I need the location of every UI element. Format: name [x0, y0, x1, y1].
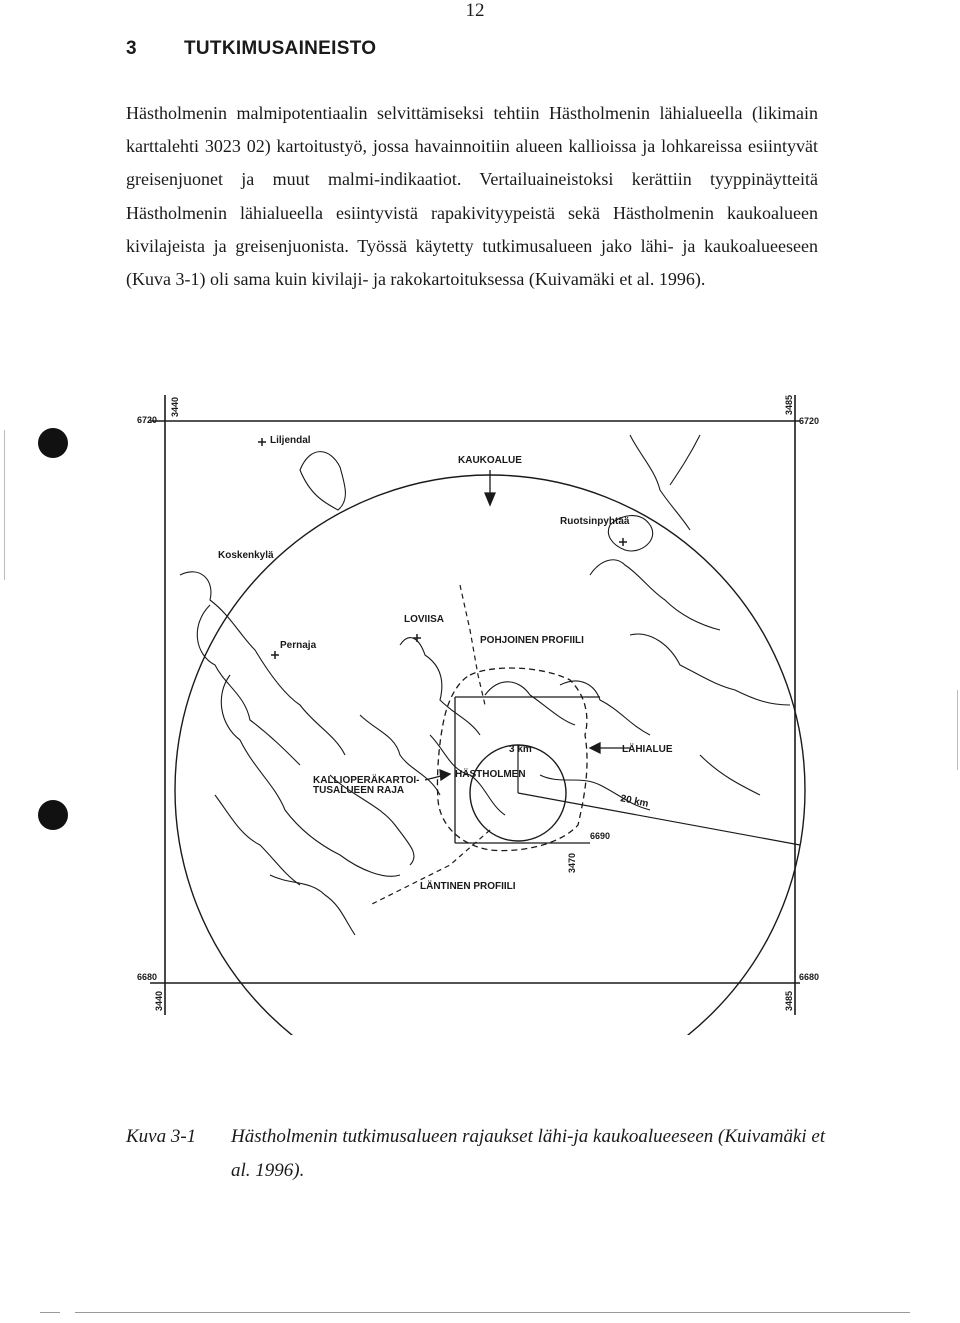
coord-inner-x: 3470 — [567, 852, 577, 873]
label-loviisa: LOVIISA — [404, 614, 445, 625]
section-number: 3 — [126, 38, 137, 59]
coastline — [180, 435, 790, 935]
coord-inner-y: 6690 — [590, 831, 611, 841]
figure-caption — [126, 1120, 826, 1188]
coord-bottom-right-x: 3485 — [784, 990, 794, 1011]
section-heading — [126, 38, 376, 60]
label-kaukoalue: KAUKOALUE — [458, 455, 522, 466]
mapping-area-boundary — [437, 668, 587, 851]
label-ruotsinpyhtaa: Ruotsinpyhtää — [560, 516, 630, 527]
label-lantinen-profiili: LÄNTINEN PROFIILI — [420, 881, 516, 892]
coord-top-right-x: 3485 — [784, 394, 794, 415]
caption-label: Kuva 3-1 — [126, 1126, 197, 1147]
place-markers — [258, 438, 627, 659]
study-area-map — [0, 375, 960, 1035]
label-koskenkyla: Koskenkylä — [218, 550, 274, 561]
map-frame — [150, 395, 800, 1015]
label-hastholmen: HÄSTHOLMEN — [455, 769, 526, 780]
figure-map — [0, 375, 960, 1035]
label-liljendal: Liljendal — [270, 435, 311, 446]
footer-rule — [40, 1312, 60, 1313]
coord-top-left-x: 3440 — [170, 396, 180, 417]
caption-text: Hästholmenin tutkimusalueen rajaukset lähi-ja kaukoalueeseen (Kuivamäki et al. 1996). — [231, 1126, 826, 1181]
label-lahialue: LÄHIALUE — [622, 744, 673, 755]
label-pernaja: Pernaja — [280, 640, 317, 651]
radius-line — [518, 793, 800, 845]
coord-bottom-right-y: 6680 — [799, 972, 820, 982]
page-number: 12 — [465, 0, 485, 21]
coord-bottom-left-y: 6680 — [137, 972, 158, 982]
label-kartoitus-1: KALLIOPERÄKARTOI- — [313, 775, 420, 786]
coord-top-right-y: 6720 — [799, 416, 820, 426]
label-pohjoinen-profiili: POHJOINEN PROFIILI — [480, 635, 584, 646]
coord-bottom-left-x: 3440 — [154, 990, 164, 1011]
coord-top-left-y: 6720 — [137, 415, 158, 425]
section-title: TUTKIMUSAINEISTO — [184, 38, 377, 59]
body-paragraph: Hästholmenin malmipotentiaalin selvittämiseksi tehtiin Hästholmenin lähialueella (likimain karttalehti 3023 02) kartoitustyö, jossa havainnoitiin alueen kallioissa ja lohkareissa esiintyvät greisenjuonet ja muut malmi-indikaatiot. Vertailuaineistoksi kerättiin tyyppinäytteitä Hästholmenin lähialueella esiintyvistä rapakivityypeistä sekä Hästholmenin kaukoalueen kivilajeista ja greisenjuonista. Työssä käytetty tutkimusalueen jako lähi- ja kaukoalueeseen (Kuva 3-1) oli sama kuin kivilaji- ja rakokartoituksessa (Kuivamäki et al. 1996). — [126, 103, 818, 290]
label-kartoitus-2: TUSALUEEN RAJA — [313, 785, 405, 796]
west-profile-line — [370, 830, 490, 905]
label-3-km: 3 km — [509, 744, 532, 755]
footer-rule-long — [75, 1312, 910, 1313]
label-20-km: 20 km — [619, 793, 650, 810]
